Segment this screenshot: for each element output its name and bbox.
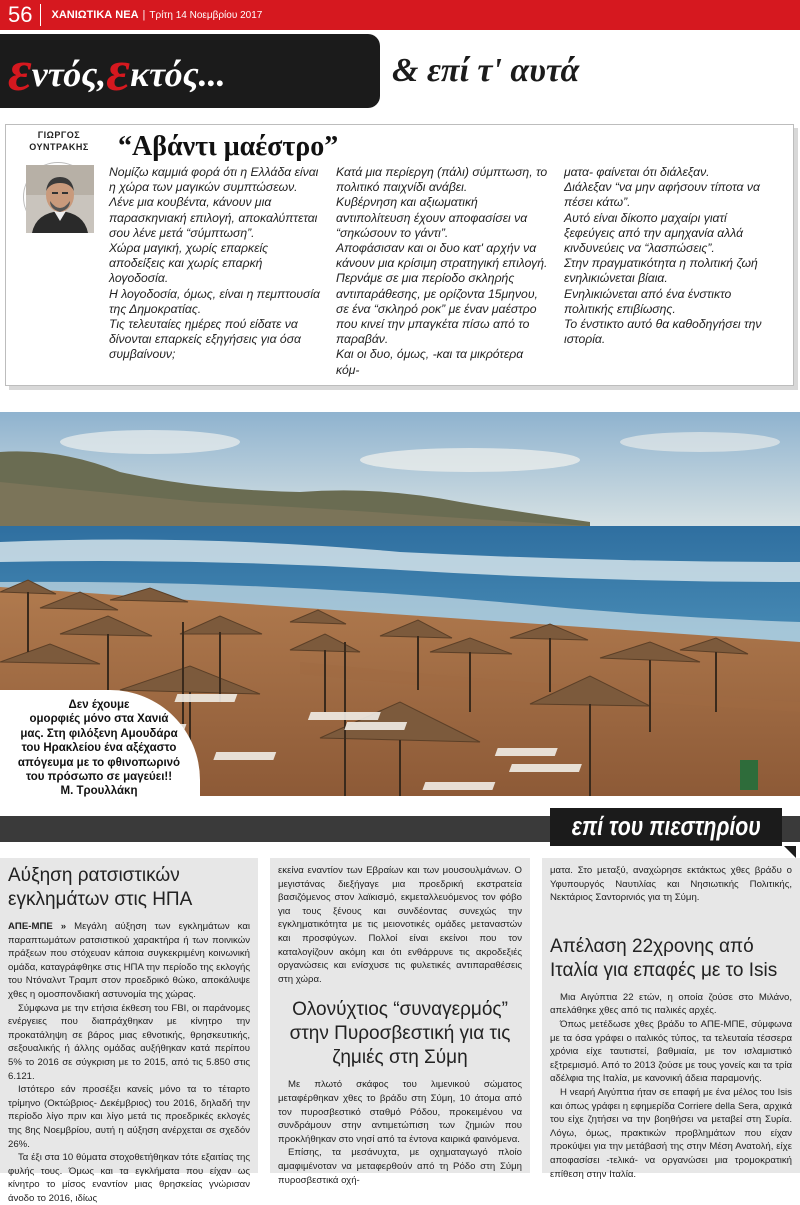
article-paragraph: Μια Αιγύπτια 22 ετών, η οποία ζούσε στο Μιλάνο, απελάθηκε χθες από τις ιταλικές αρχές. (550, 991, 792, 1017)
section-title-initial-1: ε (8, 38, 32, 103)
column-paragraph: Τις τελευταίες ημέρες πού είδατε να δίνονται επαρκείς εξηγήσεις για όσα συμβαίνουν; (109, 317, 301, 362)
publication-name: ΧΑΝΙΩΤΙΚΑ ΝΕΑ (51, 9, 139, 21)
column-text-2 (336, 165, 548, 378)
column-paragraph: Αποφάσισαν και οι δυο κατ' αρχήν να κάνουν μια κρίσιμη στρατηγική επιλογή. (336, 241, 548, 271)
band-notch (784, 846, 796, 858)
article-paragraph: Τα έξι στα 10 θύματα στοχοθετήθηκαν τότε εξαιτίας της φυλής τους. Όμως και τα εγκλήματα που είχαν ως κίνητρο το μίσος εναντίον μιας θρησκείας γνώρισαν άνοδο το 2016, ιδίως (8, 1152, 250, 1204)
column-paragraph: Διάλεξαν “να μην αφήσουν τίποτα να πέσει κάτω”. (564, 180, 760, 210)
author-last-name: ΟΥΝΤΡΑΚΗΣ (29, 142, 89, 152)
column-paragraph: Και οι δυο, όμως, -και τα μικρότερα κόμ- (336, 347, 524, 377)
section-title-initial-2: ε (106, 38, 131, 103)
page-number: 56 (0, 4, 41, 26)
photo-caption (0, 690, 200, 800)
column-paragraph: Αυτό είναι δίκοπο μαχαίρι γιατί ξεφεύγεις από την αμηχανία αλλά κινδυνεύεις να “λασπώσεις”. (564, 210, 744, 256)
caption-line: μας. Στη φιλόξενη Αμουδάρα (20, 727, 178, 740)
article-body (550, 991, 792, 1181)
article-paragraph: Μεγάλη αύξηση των εγκλημάτων και παραπτωμάτων ρατσιστικού χαρακτήρα ή των ποινικών πράξεων που στόχευαν κάποια συγκεκριμένη κοινωνική ομάδα, καταγράφθηκε στις ΗΠΑ την περίοδο της εκλογής του Ντόναλντ Τραμπ στον προεδρικό θώκο, αποκάλυψε χθες η ομοσπονδιακή αστυνομία της χώρας. (8, 921, 250, 1000)
header-separator: | (142, 9, 146, 21)
article-paragraph: Η νεαρή Αιγύπτια ήταν σε επαφή με ένα μέλος του Isis και όπως γράφει η εφημερίδα Corriere della Sera, αρχικά του είχε ζητήσει να την βοηθήσει να μεταβεί στη Συρία. Λόγω, όμως, πρακτικών προβλημάτων που είχαν προκύψει για την μετάβασή της στην Μέση Ανατολή, είχε αποφασίσει -τελικά- να οργανώσει μια τρομοκρατική επίθεση στην Ιταλία. (550, 1086, 792, 1180)
article-paragraph: ματα. Στο μεταξύ, αναχώρησε εκτάκτως χθες βράδυ ο Υφυπουργός Ναυτιλίας και Νησιωτικής Πολιτικής, Νεκτάριος Σαντορινιός για τη Σύμη. (550, 865, 792, 904)
author-first-name: ΓΙΩΡΓΟΣ (37, 130, 81, 140)
column-paragraph: Νομίζω καμμιά φορά ότι η Ελλάδα είναι η χώρα των μαγικών συμπτώσεων. (109, 165, 319, 195)
section-title-rest-2: κτός... (130, 54, 226, 94)
caption-line: απόγευμα με το φθινοπωρινό (17, 756, 181, 769)
section-title-banner (0, 34, 380, 108)
column-paragraph: Περνάμε σε μια περίοδο σκληρής αντιπαράθεσης, με ορίζοντα 15μηνου, σε ένα “σκληρό ροκ” με έναν μαέστρο που κινεί την μπαγκέτα πίσω από το παραβάν. (336, 271, 538, 347)
column-paragraph: ματα- φαίνεται ότι διάλεξαν. (564, 165, 710, 179)
author-name (16, 129, 102, 153)
band-label-text: επί του πιεστηρίου (571, 811, 761, 841)
column-paragraph: Η λογοδοσία, όμως, είναι η πεμπτουσία της Δημοκρατίας. (109, 286, 321, 316)
column-paragraph: Το ένστικτο αυτό θα καθοδηγήσει την ιστορία. (564, 317, 762, 347)
article-continuation (278, 864, 522, 986)
column-text-1 (109, 165, 321, 363)
article-paragraph: Όπως μετέδωσε χθες βράδυ το ΑΠΕ-ΜΠΕ, σύμφωνα με τα όσα γράφει ο ιταλικός τύπος, τα τελευταία τέσσερα χρόνια είχε ταυτιστεί, βαθμιαία, με τον ισλαμιστικό εξτρεμισμό. Από το 2013 ζούσε με τους γονείς και τα τρία αδέλφια της Ιταλία, με κανονική άδεια παραμονής. (550, 1018, 792, 1085)
caption-line: του πρόσωπο σε μαγεύει!! (25, 771, 173, 784)
caption-line: ομορφιές μόνο στα Χανιά (29, 713, 169, 726)
column-title: “Αβάντι μαέστρο” (118, 131, 339, 162)
article-body (8, 920, 250, 1205)
column-text-3 (564, 165, 780, 347)
article-paragraph: Με πλωτό σκάφος του λιμενικού σώματος μεταφέρθηκαν χθες το βράδυ στη Σύμη, 10 άτομα από τον πυροσβεστικό σταθμό Ρόδου, προκειμένου να συνδράμουν στην αντιμετώπιση των ζημιών που προκλήθηκαν στο νησί από τα έντονα καιρικά φαινόμενα. (278, 1079, 522, 1145)
column-paragraph: Ενηλικιώνεται από ένα ένστικτο πολιτικής επιβίωσης. (564, 286, 732, 316)
top-bar (0, 0, 800, 30)
article-paragraph: Σύμφωνα με την ετήσια έκθεση του FBI, οι παράνομες ενέργειες που διαπράχθηκαν με κίνητρο την προκατάληψη σε βάρος μιας εθνοτικής, θρησκευτικής, σεξουαλικής ή άλλης ομάδας αυξήθηκαν κατά περίπου 5% το 2016 σε σύγκριση με το 2015, από τις 5.850 στις 6.121. (8, 1002, 250, 1082)
article-paragraph: εκείνα εναντίον των Εβραίων και των μουσουλμάνων. Ο μεγιστάνας διεξήγαγε μια προεδρική εκστρατεία βασιζόμενος στον λαϊκισμό, εκμεταλλευόμενος τον φόβο για τους ξένους και συνδέοντας συνεχώς την εγκληματικότητα με τις μειονοτικές ομάδες μεταναστών και προσφύγων. Πολλοί είναι εκείνοι που τον καταλογίζουν ακόμη και ότι ενθάρρυνε τις ακροδεξιές οργανώσεις και ενίσχυσε τις φυλετικές αντιπαραθέσεις στη χώρα. (278, 865, 522, 985)
column-paragraph: Κυβέρνηση και αξιωματική αντιπολίτευση έχουν αποφασίσει να “σηκώσουν το γάντι”. (336, 195, 528, 240)
issue-date: Τρίτη 14 Νοεμβρίου 2017 (149, 9, 263, 21)
article-title: Απέλαση 22χρονης από Ιταλία για επαφές με το Isis (550, 935, 778, 981)
article-body (278, 1078, 522, 1187)
column-paragraph: Χώρα μαγική, χωρίς επαρκείς αποδείξεις και χωρίς επαρκή λογοδοσία. (109, 241, 269, 286)
column-paragraph: Λένε μια κουβέντα, κάνουν μια παρασκηνιακή επιλογή, αποκαλύπτεται σου λένε μετά “σύμπτωση”. (109, 195, 318, 240)
article-lead: ΑΠΕ-ΜΠΕ » (8, 921, 67, 932)
author-avatar (24, 163, 92, 231)
column-paragraph: Στην πραγματικότητα η πολιτική ζωή ενηλικιώνεται βίαια. (564, 256, 758, 286)
news-column-3 (542, 858, 800, 1180)
news-column-1 (0, 858, 258, 1204)
news-column-2 (270, 858, 530, 1186)
column-paragraph: Κατά μια περίεργη (πάλι) σύμπτωση, το πολιτικό παιχνίδι ανάβει. (336, 165, 548, 195)
opinion-column (5, 124, 794, 386)
author-portrait-icon (26, 165, 94, 233)
article-paragraph: Επίσης, τα μεσάνυχτα, με οχηματαγωγό πλοίο αμαφιμένοταν να μεταφερθούν από τη Ρόδο στη Σύμη πυροσβεστικά οχή- (278, 1147, 522, 1186)
caption-credit: Μ. Τρουλλάκη (60, 785, 138, 798)
section-title-rest-1: ντός, (31, 54, 107, 94)
caption-line: Δεν έχουμε (68, 699, 130, 711)
caption-line: του Ηρακλείου ένα αξέχαστο (21, 742, 177, 755)
article-paragraph: Ιστότερο εάν προσέξει κανείς μόνο τα το τέταρτο τρίμηνο (Οκτώβριος- Δεκέμβριος) του 2016, δηλαδή την περίοδο λίγο πριν και λίγο μετά τις προεδρικές εκλογές της 8ης Νοεμβρίου, αυτή η αύξηση ανέρχεται σε σχεδόν 26%. (8, 1084, 250, 1150)
band-label (550, 808, 782, 846)
article-title: Ολονύχτιος “συναγερμός” στην Πυροσβεστική για τις ζημιές στη Σύμη (289, 999, 511, 1069)
article-continuation (550, 864, 792, 905)
article-title: Αύξηση ρατσιστικών εγκλημάτων στις ΗΠΑ (8, 865, 193, 910)
section-subtitle: & επί τ' αυτά (392, 52, 580, 89)
